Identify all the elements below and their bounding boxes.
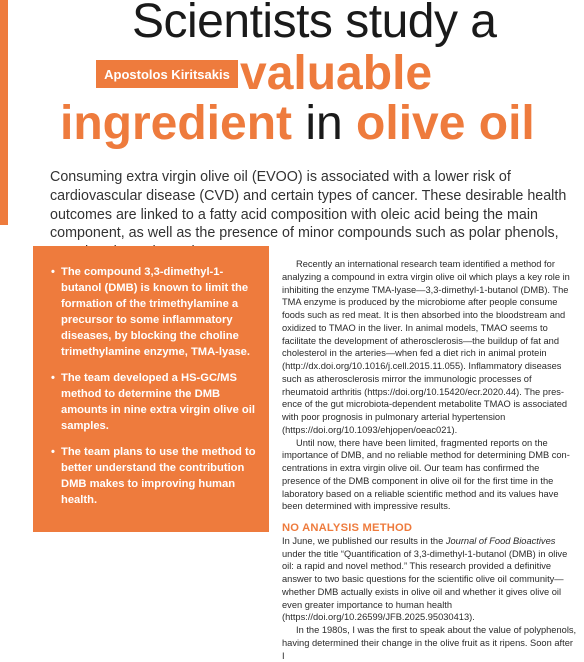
intro-paragraph: Consuming extra virgin olive oil (EVOO) is associated with a lower risk of cardiovascular disease (CVD) and certain types of cancer. These desirable health outcomes are linked to a fatty acid composition with oleic acid being the main component, as well as the presence of minor compounds such as polar phenols, (50, 169, 567, 242)
section-heading: NO ANALYSIS METHOD (282, 522, 413, 534)
body-paragraph: In the 1980s, I was the first to speak about the value of polyphenols, having determined their change in the olive fruit as it ripens. Soon after I (282, 625, 577, 661)
key-point-item (51, 444, 257, 508)
author-badge: Apostolos Kiritsakis (96, 60, 238, 88)
bullet-icon: • (51, 446, 55, 458)
headline-line-2: valuable (240, 47, 433, 100)
body-paragraph (282, 535, 578, 624)
key-point-text: The compound 3,3-dimethyl-1-butanol (DMB) is known to limit the formation of the trimethylamine a precursor to some inflammatory diseases, by blocking the choline trimethylamine enzyme, TMA-lyase. (61, 266, 251, 358)
key-point-text: The team developed a HS-GC/MS method to determine the DMB amounts in nine extra virgin olive oil samples. (61, 372, 255, 432)
headline-word-olive-oil: olive oil (356, 97, 535, 150)
body-paragraph: Until now, there have been limited, fragmented reports on the importance of DMB, and no reliable method for determining DMB concentrations in extra virgin olive oil. Our team has confirmed the presence of the DMB component in olive oil for the first time in the laboratory based on a reliable scientific method and its values have been determined with impressive results. (282, 437, 570, 512)
body-text: In June, we published our results in the (282, 535, 446, 546)
accent-edge-bar (0, 0, 8, 225)
body-text: under the title “Quantification of 3,3-dimethyl-1-butanol (DMB) in olive oil: a rapid and novel method.” This research provided a definitive answer to two basic questions for the scientific olive oil community—whether DMB actually exists in olive oil and whether it gives olive oil even greater importance to human health (https://doi.org/10.26599/JFB.2025.95030413). (282, 548, 568, 623)
headline-word-in: in (292, 97, 357, 150)
key-point-item (51, 370, 257, 434)
headline-line-3 (60, 96, 535, 151)
key-point-text: The team plans to use the method to better understand the contribution DMB makes to improving human health. (61, 446, 256, 506)
key-points-sidebar (33, 246, 269, 532)
body-paragraph: Recently an international research team identified a method for analyzing a compound in extra virgin olive oil which plays a key role in inhibiting the enzyme TMA-lyase—3,3-dimethyl-1-butanol (DMB). The TMA enzyme is produced by the microbiome after people consume foods such as red meat. It is then absorbed into the bloodstream and oxidized to TMAO in the liver. In animal models, TMAO seems to facilitate the development of atherosclerosis—the buildup of fat and cholesterol in the arteries—when fed a diet rich in animal protein (http://dx.doi.org/10.1016/j.cell.2015.11.055). Inflammatory diseases such as atherosclerosis mirror the immunologic processes of rheumatoid arthritis (https://doi.org/10.15420/ecr.2020.44). The presence of the gut microbiota-dependent metabolite TMAO is associated with poor prognosis in pulmonary arterial hypertension (https://doi.org/10.1093/ehjopen/oeac021). (282, 259, 570, 435)
journal-title: Journal of Food Bioactives (445, 535, 556, 546)
headline-word-ingredient: ingredient (60, 97, 293, 150)
key-point-item (51, 264, 257, 360)
bullet-icon: • (51, 372, 55, 384)
article-body-column (282, 258, 578, 662)
bullet-icon: • (51, 266, 55, 278)
headline-line-1: Scientists study a (132, 0, 497, 48)
